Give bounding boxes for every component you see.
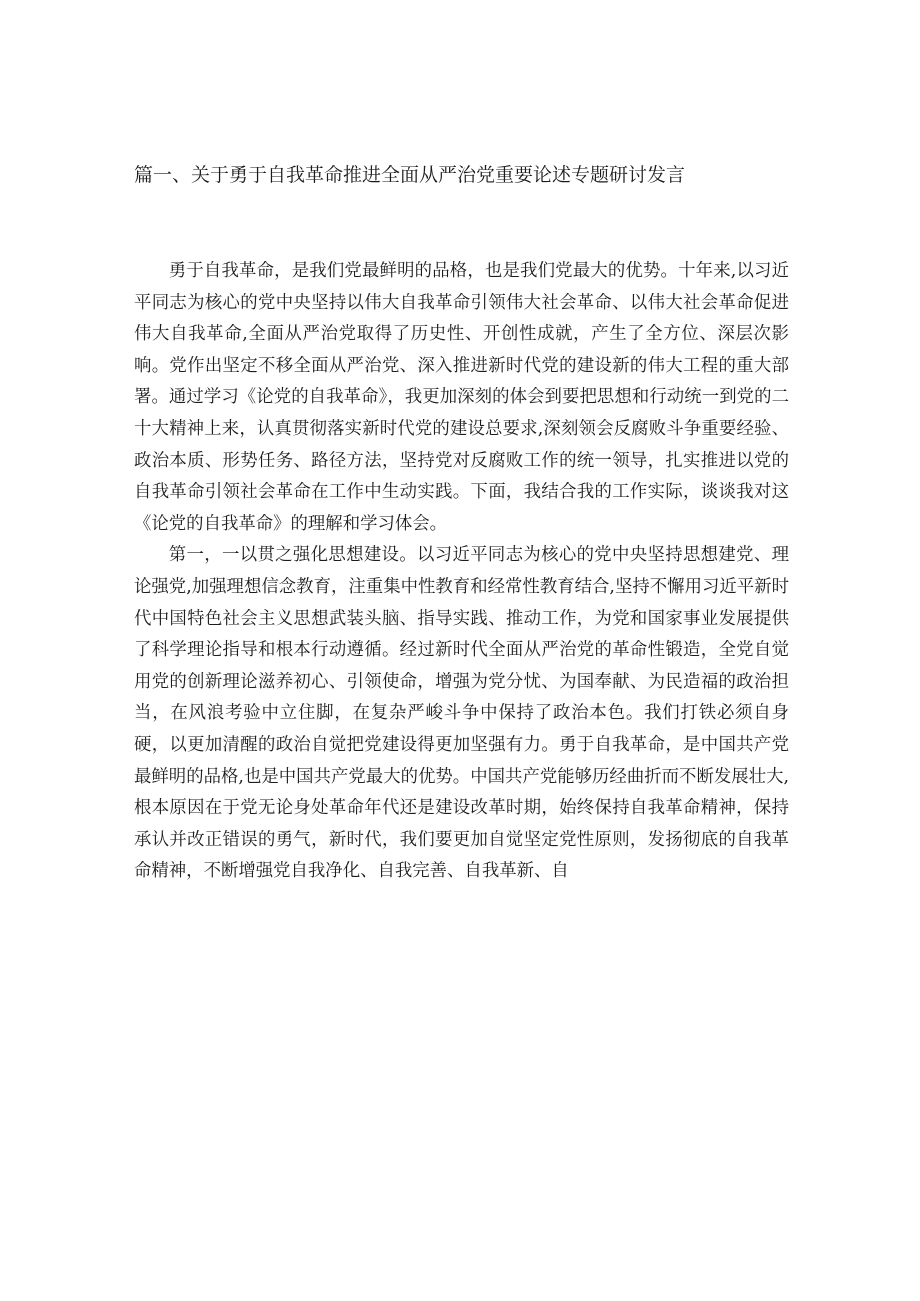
paragraph-intro: 勇于自我革命，是我们党最鲜明的品格，也是我们党最大的优势。十年来,以习近平同志为核心的党中央坚持以伟大自我革命引领伟大社会革命、以伟大社会革命促进伟大自我革命,全面从严治党取得了历史性、开创性成就，产生了全方位、深层次影响。党作出坚定不移全面从严治党、深入推进新时代党的建设新的伟大工程的重大部署。通过学习《论党的自我革命》，我更加深刻的体会到要把思想和行动统一到党的二十大精神上来，认真贯彻落实新时代党的建设总要求,深刻领会反腐败斗争重要经验、政治本质、形势任务、路径方法，坚持党对反腐败工作的统一领导，扎实推进以党的自我革命引领社会革命在工作中生动实践。下面，我结合我的工作实际，谈谈我对这《论党的自我革命》的理解和学习体会。 — [134, 261, 789, 534]
document-body — [134, 256, 789, 888]
document-title: 篇一、关于勇于自我革命推进全面从严治党重要论述专题研讨发言 — [134, 164, 686, 186]
paragraph-first-point: 第一，一以贯之强化思想建设。以习近平同志为核心的党中央坚持思想建党、理论强党,加强理想信念教育，注重集中性教育和经常性教育结合,坚持不懈用习近平新时代中国特色社会主义思想武装头脑、指导实践、推动工作，为党和国家事业发展提供了科学理论指导和根本行动遵循。经过新时代全面从严治党的革命性锻造，全党自觉用党的创新理论滋养初心、引领使命，增强为党分忧、为国奉献、为民造福的政治担当，在风浪考验中立住脚，在复杂严峻斗争中保持了政治本色。我们打铁必须自身硬，以更加清醒的政治自觉把党建设得更加坚强有力。勇于自我革命，是中国共产党最鲜明的品格,也是中国共产党最大的优势。中国共产党能够历经曲折而不断发展壮大,根本原因在于党无论身处革命年代还是建设改革时期，始终保持自我革命精神，保持承认并改正错误的勇气，新时代，我们要更加自觉坚定党性原则，发扬彻底的自我革命精神，不断增强党自我净化、自我完善、自我革新、自 — [134, 545, 789, 882]
